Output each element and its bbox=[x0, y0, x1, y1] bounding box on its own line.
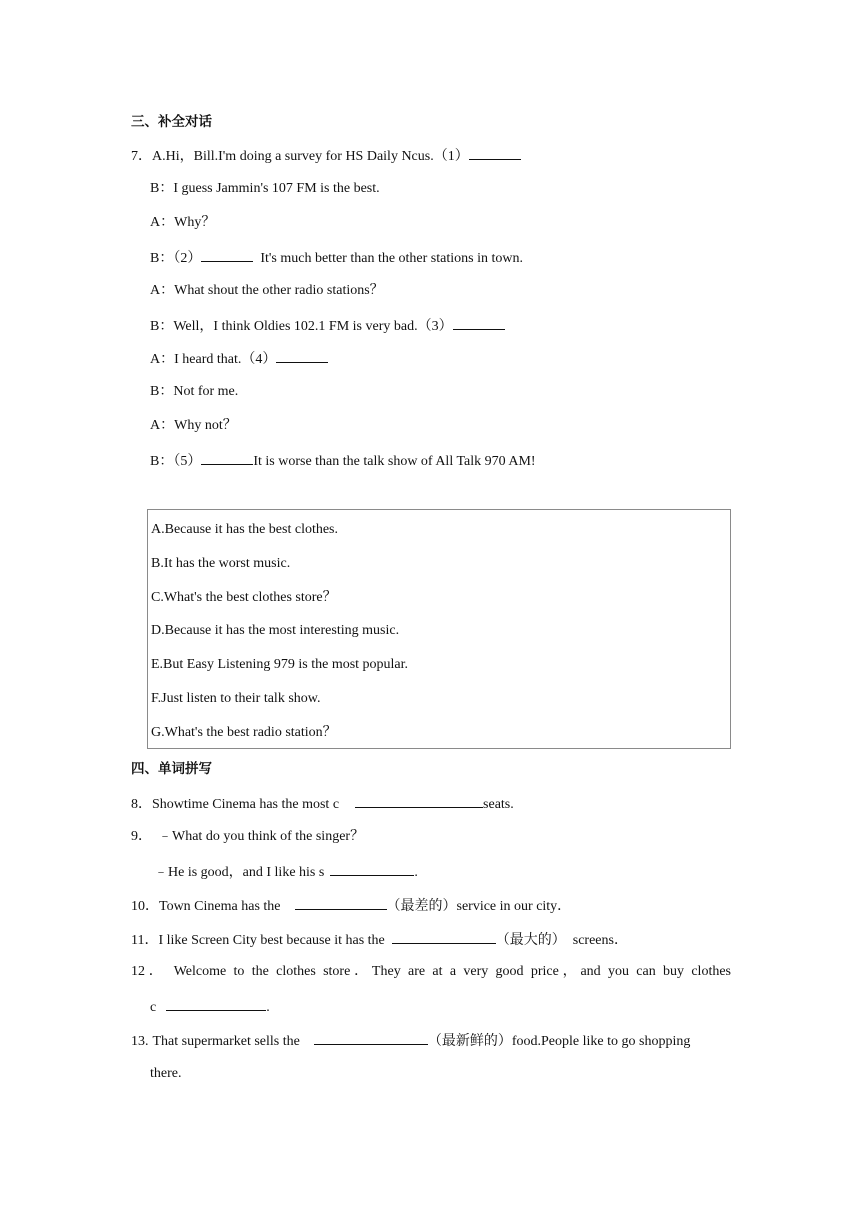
section-4-heading: 四、单词拼写 bbox=[131, 761, 212, 777]
dialogue-line: A：What shout the other radio stations？ bbox=[150, 283, 384, 298]
answer-blank-13[interactable] bbox=[314, 1031, 428, 1045]
question-10 bbox=[131, 896, 571, 916]
question-13-line-2: there. bbox=[150, 1066, 182, 1081]
option-e: E.But Easy Listening 979 is the most popular. bbox=[151, 657, 409, 672]
question-text: Welcome to the clothes store．They are at a very good price，and you can buy clothes bbox=[173, 964, 732, 979]
dialogue-line bbox=[150, 248, 523, 268]
dialogue-text: It's much better than the other stations in town. bbox=[253, 251, 523, 266]
question-number: 11． bbox=[131, 933, 159, 948]
question-12-line-2 bbox=[150, 997, 270, 1017]
answer-blank-1[interactable] bbox=[469, 146, 521, 160]
option-f: F.Just listen to their talk show. bbox=[151, 691, 321, 706]
dialogue-line: A：Why not？ bbox=[150, 418, 237, 433]
question-12-line-1 bbox=[131, 963, 731, 981]
dialogue-line: A：Why？ bbox=[150, 215, 216, 230]
answer-blank-4[interactable] bbox=[276, 349, 328, 363]
question-text: ﹣What do you think of the singer？ bbox=[158, 829, 365, 844]
option-b: B.It has the worst music. bbox=[151, 556, 291, 571]
option-g: G.What's the best radio station？ bbox=[151, 725, 337, 740]
option-a: A.Because it has the best clothes. bbox=[151, 522, 339, 537]
option-d: D.Because it has the most interesting music. bbox=[151, 623, 400, 638]
answer-blank-10[interactable] bbox=[295, 896, 387, 910]
question-text: . bbox=[266, 1000, 270, 1015]
question-9-line-1 bbox=[131, 828, 364, 846]
answer-blank-5[interactable] bbox=[201, 451, 253, 465]
question-number: 9． bbox=[131, 829, 152, 844]
question-13-line-1 bbox=[131, 1031, 690, 1051]
question-text: Town Cinema has the bbox=[159, 899, 281, 914]
question-number: 8． bbox=[131, 797, 152, 812]
question-text: Showtime Cinema has the most c bbox=[152, 797, 340, 812]
options-box bbox=[147, 509, 731, 749]
dialogue-line bbox=[150, 316, 505, 336]
question-text: c bbox=[150, 1000, 157, 1015]
answer-blank-2[interactable] bbox=[201, 248, 253, 262]
question-text: I like Screen City best because it has the bbox=[158, 933, 385, 948]
section-3-heading: 三、补全对话 bbox=[131, 114, 212, 130]
question-number: 13. bbox=[131, 1034, 149, 1049]
question-text: That supermarket sells the bbox=[152, 1034, 300, 1049]
answer-blank-12[interactable] bbox=[166, 997, 266, 1011]
question-number: 7． bbox=[131, 149, 152, 164]
dialogue-text: A：I heard that.（4） bbox=[150, 352, 277, 367]
question-7-line-1 bbox=[131, 146, 521, 166]
dialogue-line bbox=[150, 451, 536, 471]
dialogue-line: B：I guess Jammin's 107 FM is the best. bbox=[150, 181, 380, 196]
question-text: ﹣He is good，and I like his s bbox=[154, 865, 325, 880]
answer-blank-9[interactable] bbox=[330, 862, 414, 876]
dialogue-line: A.Hi，Bill.I'm doing a survey for HS Daily Ncus.（1） bbox=[152, 149, 469, 164]
dialogue-line: B：Not for me. bbox=[150, 384, 239, 399]
answer-blank-3[interactable] bbox=[453, 316, 505, 330]
question-number: 10． bbox=[131, 899, 159, 914]
question-text: （最差的）service in our city． bbox=[386, 899, 572, 914]
option-c: C.What's the best clothes store？ bbox=[151, 590, 337, 605]
dialogue-line bbox=[150, 349, 328, 369]
answer-blank-11[interactable] bbox=[392, 930, 496, 944]
question-text: （最新鲜的）food.People like to go shopping bbox=[427, 1034, 691, 1049]
question-text: （最大的） screens． bbox=[495, 933, 628, 948]
question-9-line-2 bbox=[154, 862, 418, 882]
answer-blank-8[interactable] bbox=[355, 794, 483, 808]
question-8 bbox=[131, 794, 514, 814]
question-number: 12． bbox=[131, 964, 167, 979]
dialogue-speaker: B：（2） bbox=[150, 251, 202, 266]
dialogue-text: It is worse than the talk show of All Talk 970 AM! bbox=[253, 454, 536, 469]
dialogue-speaker: B：（5） bbox=[150, 454, 202, 469]
question-text: . bbox=[414, 865, 418, 880]
dialogue-text: B：Well，I think Oldies 102.1 FM is very bad.（3） bbox=[150, 319, 453, 334]
question-text: seats. bbox=[483, 797, 514, 812]
question-11 bbox=[131, 930, 628, 950]
